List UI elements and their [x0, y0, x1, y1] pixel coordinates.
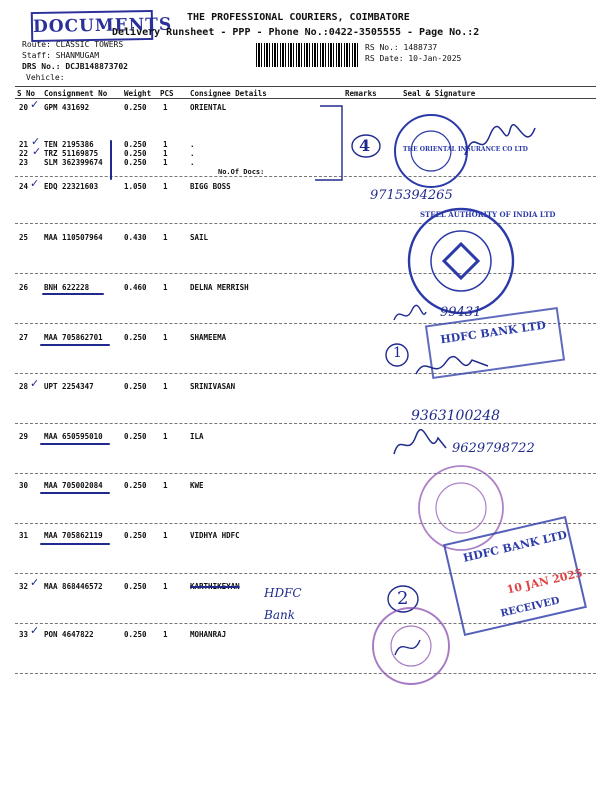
pcs-cell: 1	[163, 158, 168, 167]
route-label: Route: CLASSIC TOWERS	[22, 40, 124, 49]
consignee-cell: ORIENTAL	[190, 103, 227, 112]
consignment-cell: MAA 110507964	[44, 233, 103, 242]
sno-cell: 26	[19, 283, 29, 292]
row-separator	[15, 523, 596, 524]
pcs-cell: 1	[163, 182, 168, 191]
pcs-cell: 1	[163, 432, 168, 441]
consignee-cell: KARTHIKEYAN	[190, 582, 240, 591]
consignment-cell: BNH 622228	[44, 283, 90, 292]
sno-cell: 31	[19, 531, 29, 540]
signature-scribble	[460, 120, 540, 165]
sno-cell: 30	[19, 481, 29, 490]
sno-cell: 29	[19, 432, 29, 441]
underline-mark	[40, 492, 110, 494]
consignment-cell: MAA 868446572	[44, 582, 103, 591]
col-header-pcs: PCS	[160, 89, 174, 98]
underline-mark	[42, 293, 104, 295]
remark-count-1: 1	[393, 345, 402, 361]
pcs-cell: 1	[163, 233, 168, 242]
consignee-cell: DELNA MERRISH	[190, 283, 249, 292]
pcs-cell: 1	[163, 149, 168, 158]
pcs-cell: 1	[163, 531, 168, 540]
consignee-cell: SHAMEEMA	[190, 333, 227, 342]
signature-scribble	[390, 428, 450, 466]
no-of-docs-label: No.Of Docs:	[218, 168, 265, 176]
col-header-weight: Weight	[124, 89, 152, 98]
weight-cell: 0.250	[124, 382, 147, 391]
sno-cell: 25	[19, 233, 29, 242]
weight-cell: 0.250	[124, 630, 147, 639]
weight-cell: 0.250	[124, 432, 147, 441]
row-separator	[15, 673, 596, 674]
staff-label: Staff: SHANMUGAM	[22, 51, 100, 60]
handwritten-phone: 9629798722	[452, 441, 535, 456]
drs-number: DRS No.: DCJB148873702	[22, 62, 128, 71]
remark-count-2: 2	[397, 588, 409, 609]
pcs-cell: 1	[163, 481, 168, 490]
hdfc-stamp-2-text: HDFC BANK LTD	[461, 528, 569, 565]
hdfc-stamp-1-text: HDFC BANK LTD	[439, 318, 547, 347]
weight-cell: 0.250	[124, 333, 147, 342]
consignee-cell: SAIL	[190, 233, 209, 242]
sno-cell: 22	[19, 149, 29, 158]
consignee-cell: KWE	[190, 481, 204, 490]
pcs-cell: 1	[163, 382, 168, 391]
handwritten-phone: 9715394265	[370, 188, 453, 203]
vehicle-label: Vehicle:	[26, 73, 65, 82]
tick-mark: ✓	[32, 145, 42, 158]
hdfc-stamp-2-received: RECEIVED	[499, 595, 561, 620]
tick-mark: ✓	[30, 98, 40, 111]
consignment-cell: EDQ 22321603	[44, 182, 99, 191]
remark-count-4: 4	[359, 136, 371, 155]
documents-stamp: DOCUMENTS	[31, 10, 154, 42]
consignment-cell: TRZ 51169875	[44, 149, 99, 158]
table-header-border	[15, 98, 596, 99]
col-header-consignee: Consignee Details	[190, 89, 267, 98]
tick-mark: ✓	[30, 377, 40, 390]
consignment-cell: PON 4647822	[44, 630, 94, 639]
weight-cell: 0.250	[124, 531, 147, 540]
consignee-cell: .	[190, 149, 195, 158]
consignee-cell: ILA	[190, 432, 204, 441]
consignment-cell: TEN 2195386	[44, 140, 94, 149]
row-separator	[15, 423, 596, 424]
mohanraj-round-stamp	[370, 605, 452, 687]
runsheet-subtitle: Delivery Runsheet - PPP - Phone No.:0422-3505555 - Page No.:2	[112, 27, 480, 38]
consignee-cell: MOHANRAJ	[190, 630, 227, 639]
sail-stamp-text: STEEL AUTHORITY OF INDIA LTD	[420, 210, 556, 219]
consignee-cell: BIGG BOSS	[190, 182, 231, 191]
sno-cell: 20	[19, 103, 29, 112]
pcs-cell: 1	[163, 103, 168, 112]
sno-cell: 27	[19, 333, 29, 342]
consignment-cell: SLM 362399674	[44, 158, 103, 167]
sno-cell: 23	[19, 158, 29, 167]
underline-mark	[40, 543, 110, 545]
consignee-cell: VIDHYA HDFC	[190, 531, 240, 540]
weight-cell: 0.250	[124, 481, 147, 490]
sno-cell: 21	[19, 140, 29, 149]
tick-mark: ✓	[30, 624, 40, 637]
row-separator	[15, 473, 596, 474]
row-separator	[15, 373, 596, 374]
weight-cell: 0.250	[124, 582, 147, 591]
rs-number: RS No.: 1488737	[365, 43, 438, 52]
consignment-cell: MAA 650595010	[44, 432, 103, 441]
bracket-mark	[110, 140, 112, 180]
pcs-cell: 1	[163, 283, 168, 292]
table-top-border	[15, 86, 596, 87]
consignee-cell: .	[190, 140, 195, 149]
consignment-cell: MAA 705002084	[44, 481, 103, 490]
oriental-stamp-text: THE ORIENTAL INSURANCE CO LTD	[403, 146, 528, 153]
weight-cell: 0.250	[124, 103, 147, 112]
consignment-cell: MAA 705862119	[44, 531, 103, 540]
handwritten-hdfc-bank-note: HDFC Bank	[264, 586, 302, 622]
underline-mark	[40, 443, 110, 445]
weight-cell: 0.250	[124, 149, 147, 158]
rs-date: RS Date: 10-Jan-2025	[365, 54, 462, 63]
remarks-bracket-drawing	[300, 100, 390, 190]
sno-cell: 33	[19, 630, 29, 639]
weight-cell: 1.050	[124, 182, 147, 191]
weight-cell: 0.460	[124, 283, 147, 292]
col-header-remarks: Remarks	[345, 89, 377, 98]
weight-cell: 0.250	[124, 158, 147, 167]
underline-mark	[40, 344, 110, 346]
tick-mark: ✓	[30, 576, 40, 589]
weight-cell: 0.250	[124, 140, 147, 149]
tick-mark: ✓	[31, 135, 41, 148]
col-header-sno: S No	[17, 89, 36, 98]
col-header-consignment: Consignment No	[44, 89, 108, 98]
tick-mark: ✓	[30, 177, 40, 190]
handwritten-phone: 99431	[440, 305, 482, 320]
sno-cell: 24	[19, 182, 29, 191]
pcs-cell: 1	[163, 630, 168, 639]
col-header-seal: Seal & Signature	[403, 89, 476, 98]
consignment-cell: UPT 2254347	[44, 382, 94, 391]
consignment-cell: MAA 705862701	[44, 333, 103, 342]
pcs-cell: 1	[163, 582, 168, 591]
barcode-image	[256, 43, 359, 67]
handwritten-phone: 9363100248	[411, 408, 501, 424]
consignee-cell: .	[190, 158, 195, 167]
sno-cell: 32	[19, 582, 29, 591]
consignment-cell: GPM 431692	[44, 103, 90, 112]
company-title: THE PROFESSIONAL COURIERS, COIMBATORE	[187, 12, 410, 23]
sno-cell: 28	[19, 382, 29, 391]
consignee-cell: SRINIVASAN	[190, 382, 236, 391]
weight-cell: 0.430	[124, 233, 147, 242]
hdfc-stamp-2-date: 10 JAN 2025	[505, 566, 584, 597]
signature-scribble	[412, 352, 492, 382]
pcs-cell: 1	[163, 140, 168, 149]
pcs-cell: 1	[163, 333, 168, 342]
